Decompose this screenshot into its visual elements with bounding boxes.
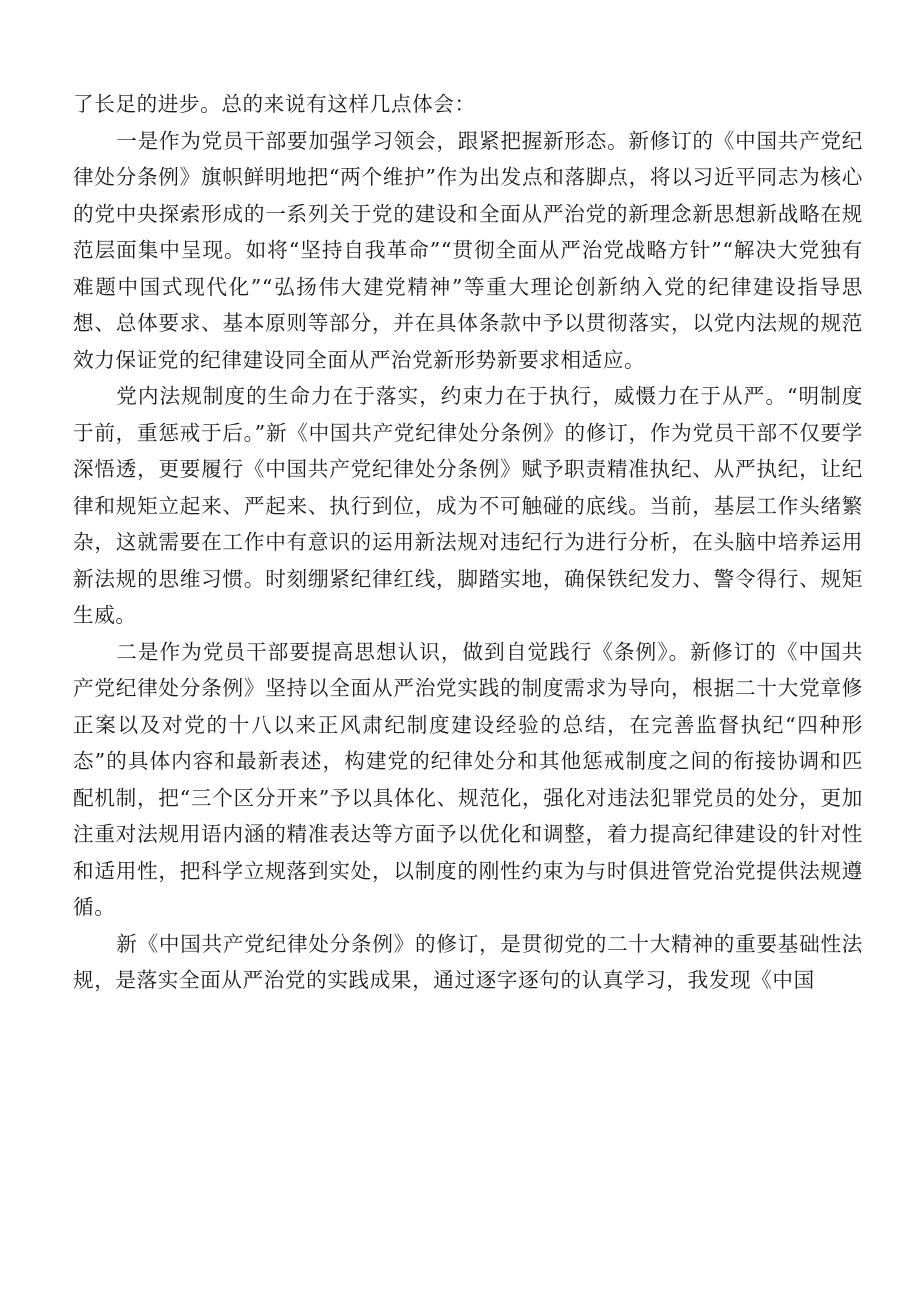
- paragraph-point-one: 一是作为党员干部要加强学习领会，跟紧把握新形态。新修订的《中国共产党纪律处分条例》旗帜鲜明地把“两个维护”作为出发点和落脚点，将以习近平同志为核心的党中央探索形成的一系列关于党的建设和全面从严治党的新理念新思想新战略在规范层面集中呈现。如将“坚持自我革命”“贯彻全面从严治党战略方针”“解决大党独有难题中国式现代化”“弘扬伟大建党精神”等重大理论创新纳入党的纪律建设指导思想、总体要求、基本原则等部分，并在具体条款中予以贯彻落实，以党内法规的规范效力保证党的纪律建设同全面从严治党新形势新要求相适应。: [73, 128, 863, 372]
- paragraph-implementation: 党内法规制度的生命力在于落实，约束力在于执行，威慑力在于从严。“明制度于前，重惩戒于后。”新《中国共产党纪律处分条例》的修订，作为党员干部不仅要学深悟透，更要履行《中国共产党纪律处分条例》赋予职责精准执纪、从严执纪，让纪律和规矩立起来、严起来、执行到位，成为不可触碰的底线。当前，基层工作头绪繁杂，这就需要在工作中有意识的运用新法规对违纪行为进行分析，在头脑中培养运用新法规的思维习惯。时刻绷紧纪律红线，脚踏实地，确保铁纪发力、警令得行、规矩生威。: [73, 384, 863, 627]
- paragraph-continuation: 了长足的进步。总的来说有这样几点体会：: [73, 92, 476, 116]
- paragraph-point-two: 二是作为党员干部要提高思想认识，做到自觉践行《条例》。新修订的《中国共产党纪律处分条例》坚持以全面从严治党实践的制度需求为导向，根据二十大党章修正案以及对党的十八以来正风肃纪制度建设经验的总结，在完善监督执纪“四种形态”的具体内容和最新表述，构建党的纪律处分和其他惩戒制度之间的衔接协调和匹配机制，把“三个区分开来”予以具体化、规范化，强化对违法犯罪党员的处分，更加注重对法规用语内涵的精准表达等方面予以优化和调整，着力提高纪律建设的针对性和适用性，把科学立规落到实处，以制度的刚性约束为与时俱进管党治党提供法规遵循。: [73, 639, 863, 919]
- document-body: [73, 86, 863, 999]
- paragraph-revision-summary: 新《中国共产党纪律处分条例》的修订，是贯彻党的二十大精神的重要基础性法规，是落实全面从严治党的实践成果，通过逐字逐句的认真学习，我发现《中国: [73, 931, 863, 992]
